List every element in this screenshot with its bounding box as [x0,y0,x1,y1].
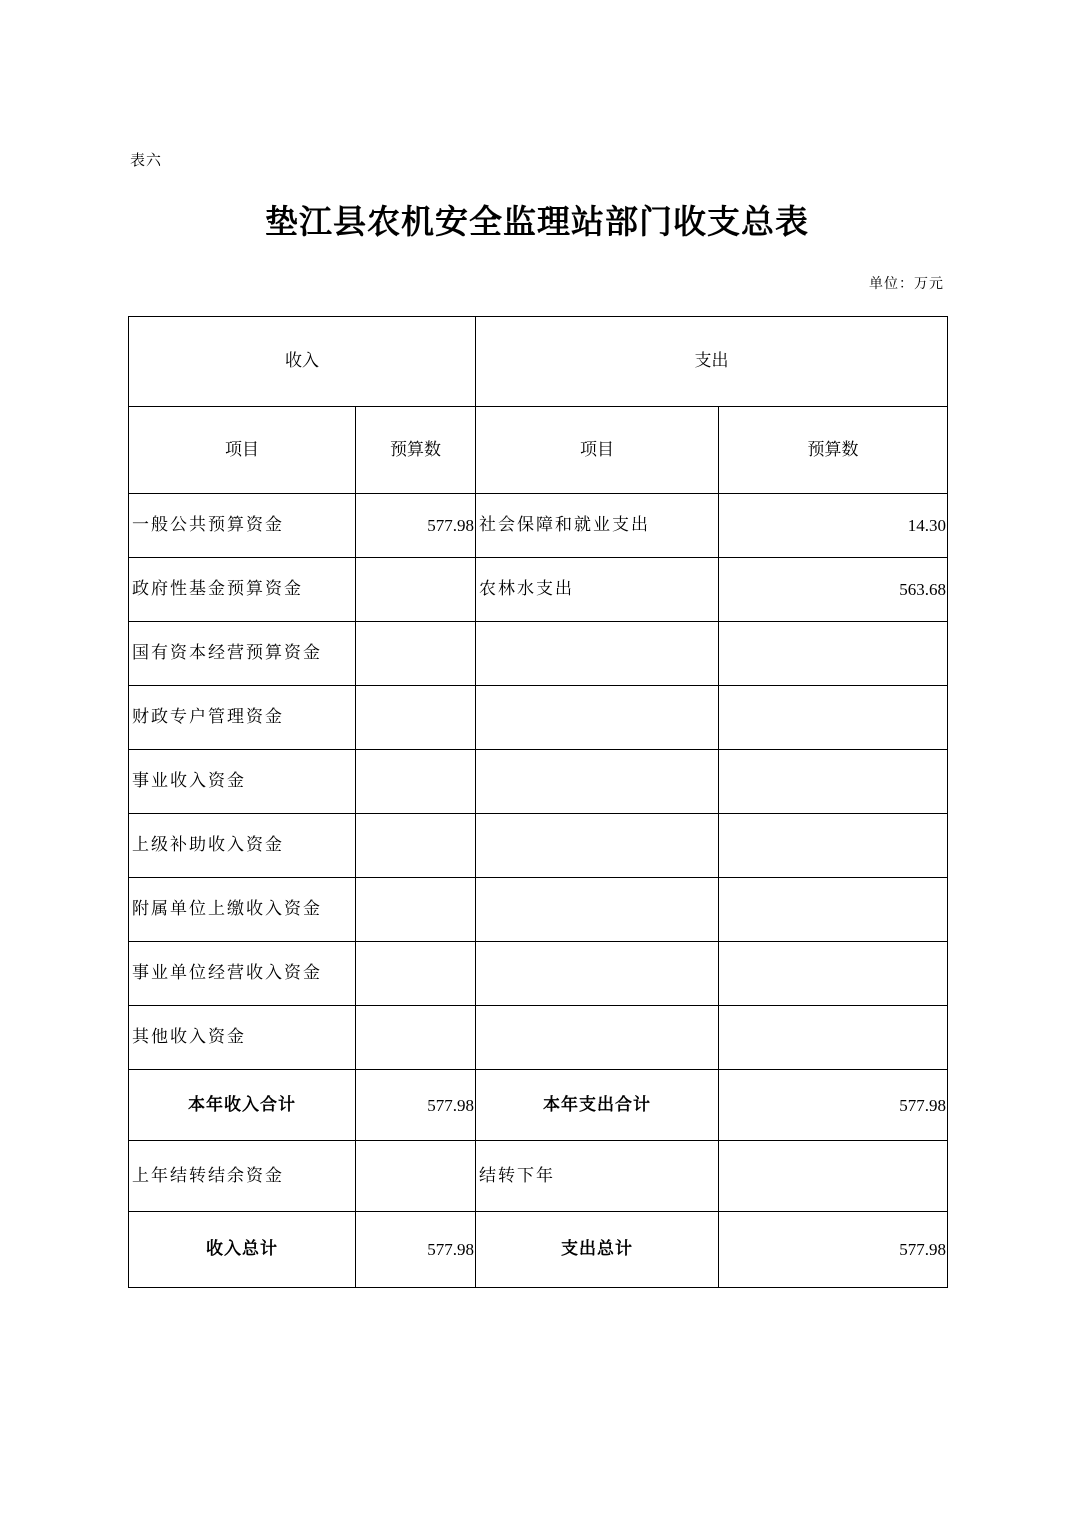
page-title: 垫江县农机安全监理站部门收支总表 [265,202,809,241]
budget-table [128,316,948,1288]
grand-expense-total-value: 577.98 [719,1212,948,1288]
expense-value-cell [719,942,948,1006]
expense-value-cell [719,622,948,686]
income-value-cell [356,558,476,622]
expense-value-cell: 14.30 [719,494,948,558]
expense-item-header: 项目 [476,407,719,494]
expense-item-cell [476,1006,719,1070]
expense-item-cell: 农林水支出 [476,558,719,622]
expense-item-cell [476,622,719,686]
expense-value-cell [719,878,948,942]
expense-value-cell [719,1006,948,1070]
expense-item-cell: 社会保障和就业支出 [476,494,719,558]
income-item-cell: 一般公共预算资金 [129,494,356,558]
grand-expense-total-label: 支出总计 [476,1212,719,1288]
expense-budget-header: 预算数 [719,407,948,494]
expense-item-cell [476,686,719,750]
income-item-cell: 国有资本经营预算资金 [129,622,356,686]
table-tag: 表六 [130,151,163,169]
income-item-cell: 附属单位上缴收入资金 [129,878,356,942]
expense-value-cell [719,686,948,750]
income-value-cell [356,622,476,686]
table-row [129,1006,948,1070]
income-item-cell: 其他收入资金 [129,1006,356,1070]
income-item-cell: 财政专户管理资金 [129,686,356,750]
income-item-cell: 政府性基金预算资金 [129,558,356,622]
year-income-total-value: 577.98 [356,1070,476,1141]
carryover-row [129,1141,948,1212]
expense-value-cell [719,814,948,878]
expense-item-cell [476,750,719,814]
expense-item-cell [476,942,719,1006]
table-row [129,942,948,1006]
income-item-header: 项目 [129,407,356,494]
table-row [129,686,948,750]
expense-item-cell [476,814,719,878]
income-section-header: 收入 [129,317,476,407]
unit-label: 单位：万元 [869,276,944,292]
income-item-cell: 事业收入资金 [129,750,356,814]
carryover-expense-label: 结转下年 [476,1141,719,1212]
table-row [129,878,948,942]
grand-total-row [129,1212,948,1288]
income-value-cell [356,878,476,942]
carryover-income-label: 上年结转结余资金 [129,1141,356,1212]
income-value-cell [356,814,476,878]
year-income-total-label: 本年收入合计 [129,1070,356,1141]
year-total-row [129,1070,948,1141]
table-row [129,558,948,622]
table-row [129,622,948,686]
carryover-expense-value [719,1141,948,1212]
income-item-cell: 上级补助收入资金 [129,814,356,878]
expense-section-header: 支出 [476,317,948,407]
income-item-cell: 事业单位经营收入资金 [129,942,356,1006]
year-expense-total-value: 577.98 [719,1070,948,1141]
carryover-income-value [356,1141,476,1212]
column-header-row [129,407,948,494]
section-header-row [129,317,948,407]
expense-item-cell [476,878,719,942]
income-budget-header: 预算数 [356,407,476,494]
income-value-cell [356,686,476,750]
income-value-cell: 577.98 [356,494,476,558]
grand-income-total-label: 收入总计 [129,1212,356,1288]
table-row [129,814,948,878]
year-expense-total-label: 本年支出合计 [476,1070,719,1141]
expense-value-cell: 563.68 [719,558,948,622]
expense-value-cell [719,750,948,814]
table-row [129,750,948,814]
income-value-cell [356,942,476,1006]
grand-income-total-value: 577.98 [356,1212,476,1288]
income-value-cell [356,1006,476,1070]
income-value-cell [356,750,476,814]
table-row [129,494,948,558]
